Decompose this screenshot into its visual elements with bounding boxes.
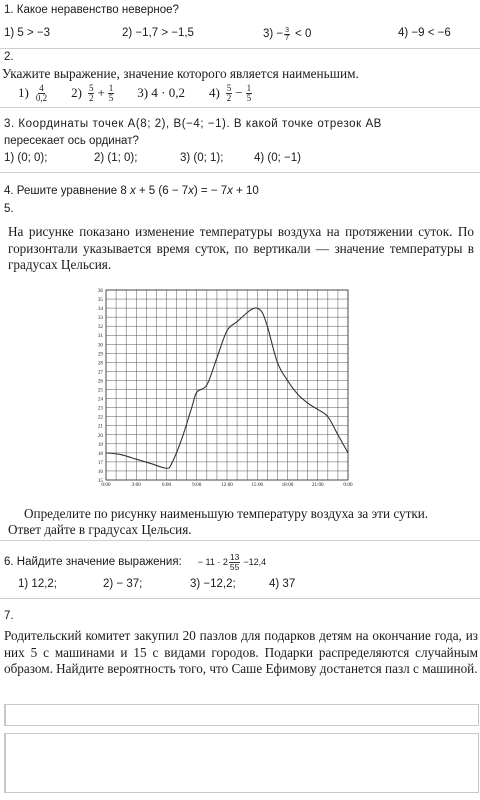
q6-expression-fraction xyxy=(229,553,240,571)
divider xyxy=(0,107,480,108)
answer-box[interactable] xyxy=(4,733,479,793)
y-tick-label: 19 xyxy=(97,441,103,448)
x-tick-label: 15:00 xyxy=(251,482,264,488)
q4-mid-2: ) = − 7 xyxy=(193,185,228,197)
x-tick-label: 0:00 xyxy=(101,482,111,488)
y-tick-label: 29 xyxy=(97,351,103,358)
q4-variable: x xyxy=(188,185,194,197)
q6-expression-b: −12,4 xyxy=(243,557,267,567)
q2-option-2-fraction-a xyxy=(88,84,95,103)
fraction-denominator: 5 xyxy=(246,92,252,103)
y-tick-label: 25 xyxy=(97,387,103,394)
q3-text-line-2: пересекает ось ординат? xyxy=(4,135,139,147)
q3-option-2: 2) (1; 0); xyxy=(94,152,138,164)
fraction-numerator: 13 xyxy=(229,552,240,562)
y-tick-label: 27 xyxy=(97,369,103,376)
q1-option-1: 1) 5 > −3 xyxy=(4,27,51,39)
q1-option-3 xyxy=(263,22,311,46)
q3-option-3: 3) (0; 1); xyxy=(180,152,224,164)
divider xyxy=(0,172,480,173)
q6-option-3: 3) −12,2; xyxy=(190,578,236,590)
q1-option-3-suffix: < 0 xyxy=(295,28,312,40)
fraction-denominator: 0,2 xyxy=(35,92,48,103)
q4-variable: x xyxy=(227,185,233,197)
q2-option-1-fraction xyxy=(35,84,48,103)
q3-option-4: 4) (0; −1) xyxy=(254,152,301,164)
fraction-denominator: 2 xyxy=(226,92,232,103)
fraction-numerator: 5 xyxy=(226,82,232,93)
y-tick-label: 33 xyxy=(97,315,103,322)
y-tick-label: 35 xyxy=(97,297,103,304)
x-tick-label: 6:00 xyxy=(161,482,172,488)
y-tick-label: 30 xyxy=(97,342,103,349)
fraction-denominator: 5 xyxy=(108,92,114,103)
q4-variable: x xyxy=(129,185,136,197)
y-tick-label: 32 xyxy=(97,324,103,331)
q6-option-4: 4) 37 xyxy=(269,578,296,590)
q2-option-4-label: 4) xyxy=(208,85,220,100)
q6-prompt xyxy=(4,545,266,579)
y-tick-label: 21 xyxy=(97,423,103,430)
q2-option-4-operator: − xyxy=(235,85,243,100)
q5-intro: На рисунке показано изменение температуры воздуха на протяжении суток. По горизонтали указывается время суток, по вертикали — значение температуры в градусах Цельсия. xyxy=(8,224,474,272)
q4-mid: + 5 (6 − 7 xyxy=(135,185,189,197)
y-tick-label: 16 xyxy=(97,468,103,475)
q7-text: Родительский комитет закупил 20 пазлов для подарков детям на окончание года, из них 5 с машинами и 15 с видами городов. Подарки распределяются случайным образом. Найдите вероятность того, что Саше Ефимову достанется пазл с машиной. xyxy=(4,628,478,676)
x-tick-label: 0:00 xyxy=(343,482,353,488)
q5-task-line-2: Ответ дайте в градусах Цельсия. xyxy=(8,522,192,537)
q2-option-4-fraction-b xyxy=(246,84,253,103)
x-tick-label: 9:00 xyxy=(192,482,202,488)
q1-title: 1. Какое неравенство неверное? xyxy=(4,4,179,16)
y-tick-label: 28 xyxy=(97,360,103,367)
y-tick-label: 18 xyxy=(97,450,103,457)
y-tick-label: 36 xyxy=(97,288,103,294)
q2-option-4-fraction-a xyxy=(226,84,233,103)
fraction-numerator: 4 xyxy=(39,82,44,93)
x-tick-label: 18:00 xyxy=(281,482,294,488)
q2-text: Укажите выражение, значение которого является наименьшим. xyxy=(2,66,359,81)
q1-option-3-prefix: 3) − xyxy=(263,28,284,40)
fraction-denominator: 55 xyxy=(229,561,240,572)
q6-option-1: 1) 12,2; xyxy=(18,578,57,590)
y-tick-label: 22 xyxy=(97,414,103,421)
y-tick-label: 24 xyxy=(97,396,103,403)
divider xyxy=(0,598,480,599)
q6-prefix: 6. Найдите значение выражения: xyxy=(4,556,182,568)
q6-option-2: 2) − 37; xyxy=(103,578,143,590)
y-axis-tick-labels xyxy=(98,288,104,484)
q2-option-2-fraction-b xyxy=(108,84,115,103)
y-tick-label: 20 xyxy=(97,432,103,439)
x-tick-label: 12:00 xyxy=(221,482,233,488)
q1-option-4: 4) −9 < −6 xyxy=(398,27,451,39)
fraction-numerator: 1 xyxy=(108,82,114,93)
y-tick-label: 34 xyxy=(97,306,103,313)
fraction-denominator: 7 xyxy=(285,34,290,42)
y-tick-label: 26 xyxy=(97,378,103,385)
x-tick-label: 3:00 xyxy=(131,482,141,488)
q4-prefix: 4. Решите уравнение 8 xyxy=(4,185,130,197)
q6-expression-a: − 11 · 2 xyxy=(197,557,228,567)
q1-option-2: 2) −1,7 > −1,5 xyxy=(122,27,194,39)
q5-number: 5. xyxy=(4,203,14,215)
y-tick-label: 23 xyxy=(97,405,103,412)
x-tick-label: 21:00 xyxy=(311,482,324,488)
q2-option-2-operator: + xyxy=(97,85,105,100)
fraction-numerator: 3 xyxy=(285,26,290,34)
y-tick-label: 31 xyxy=(97,333,103,340)
q2-option-3: 3) 4 · 0,2 xyxy=(137,85,185,100)
q5-task-line-1: Определите по рисунку наименьшую температуру воздуха за эти сутки. xyxy=(24,506,429,521)
fraction-denominator: 2 xyxy=(88,92,94,103)
q2-options xyxy=(18,82,253,104)
q2-option-2-label: 2) xyxy=(71,85,82,100)
divider xyxy=(0,540,480,541)
temperature-chart xyxy=(86,284,356,488)
q1-option-3-fraction xyxy=(284,27,290,42)
q3-text-line-1: 3. Координаты точек A(8; 2), B(−4; −1). В какой точке отрезок AB xyxy=(4,118,382,130)
q3-option-1: 1) (0; 0); xyxy=(4,152,48,164)
chart-grid xyxy=(106,290,348,480)
y-tick-label: 17 xyxy=(97,459,103,466)
q4-suffix: + 10 xyxy=(232,185,259,197)
fraction-numerator: 1 xyxy=(246,82,252,93)
q2-option-1-label: 1) xyxy=(18,85,29,100)
fraction-numerator: 5 xyxy=(88,82,94,93)
q2-number: 2. xyxy=(4,51,14,63)
answer-box[interactable] xyxy=(4,704,479,726)
x-axis-tick-labels xyxy=(101,482,353,488)
q7-number: 7. xyxy=(4,610,14,622)
divider xyxy=(0,48,480,49)
y-tick-label: 15 xyxy=(97,478,103,484)
q4-equation xyxy=(4,185,259,197)
